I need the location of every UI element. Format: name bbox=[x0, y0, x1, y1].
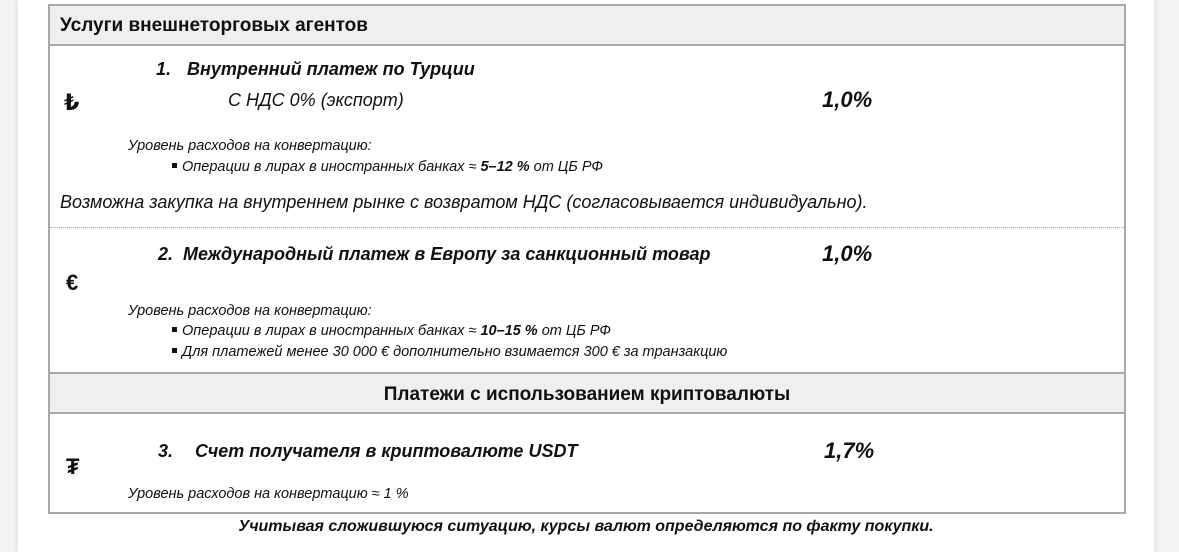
section-title: Услуги внешнеторговых агентов bbox=[60, 15, 368, 36]
crypto-section-header bbox=[50, 372, 1124, 414]
bullet-text-end: от ЦБ РФ bbox=[529, 159, 603, 175]
item-3-number: 3. bbox=[158, 441, 174, 461]
bullet-marker bbox=[172, 348, 177, 353]
euro-icon: € bbox=[66, 270, 79, 295]
document-page bbox=[18, 0, 1154, 552]
item-2-bullet-1 bbox=[172, 323, 611, 339]
services-table bbox=[48, 4, 1126, 514]
item-3-conversion-label: Уровень расходов на конвертацию ≈ 1 % bbox=[128, 486, 409, 502]
footer-note: Учитывая сложившуюся ситуацию, курсы валют определяются по факту покупки. bbox=[238, 518, 934, 535]
tether-icon: ₮ bbox=[66, 454, 80, 479]
bullet-marker bbox=[172, 327, 177, 332]
item-2-title: Международный платеж в Европу за санкционный товар bbox=[183, 244, 711, 264]
item-1-note: Возможна закупка на внутреннем рынке с возвратом НДС (согласовывается индивидуально). bbox=[60, 192, 868, 212]
bullet-text-end: от ЦБ РФ bbox=[537, 323, 611, 339]
item-2-rate: 1,0% bbox=[822, 241, 873, 266]
bullet-text: Операции в лирах в иностранных банках ≈ bbox=[182, 159, 481, 175]
item-1-number: 1. bbox=[156, 59, 172, 79]
item-1-title: Внутренний платеж по Турции bbox=[187, 59, 475, 79]
item-1-subtitle: С НДС 0% (экспорт) bbox=[228, 90, 404, 110]
row-divider bbox=[50, 227, 1124, 228]
crypto-section-title: Платежи с использованием криптовалюты bbox=[383, 384, 791, 405]
item-1-rate: 1,0% bbox=[822, 87, 873, 112]
lira-icon: ₺ bbox=[64, 90, 80, 115]
bullet-marker bbox=[172, 163, 177, 168]
item-2-bullet-2 bbox=[172, 344, 727, 360]
item-2-conversion-label: Уровень расходов на конвертацию: bbox=[128, 303, 372, 319]
bullet-text: Для платежей менее 30 000 € дополнительно взимается 300 € за транзакцию bbox=[182, 344, 728, 360]
item-1-conversion-label: Уровень расходов на конвертацию: bbox=[128, 138, 372, 154]
bullet-text: Операции в лирах в иностранных банках ≈ bbox=[182, 323, 481, 339]
item-3-title: Счет получателя в криптовалюте USDT bbox=[195, 441, 578, 461]
bullet-bold: 10–15 % bbox=[480, 323, 538, 339]
item-2-number: 2. bbox=[158, 244, 174, 264]
section-header bbox=[50, 6, 1124, 46]
bullet-bold: 5–12 % bbox=[480, 159, 530, 175]
item-1-bullet-1 bbox=[172, 159, 603, 175]
item-3-rate: 1,7% bbox=[824, 438, 875, 463]
